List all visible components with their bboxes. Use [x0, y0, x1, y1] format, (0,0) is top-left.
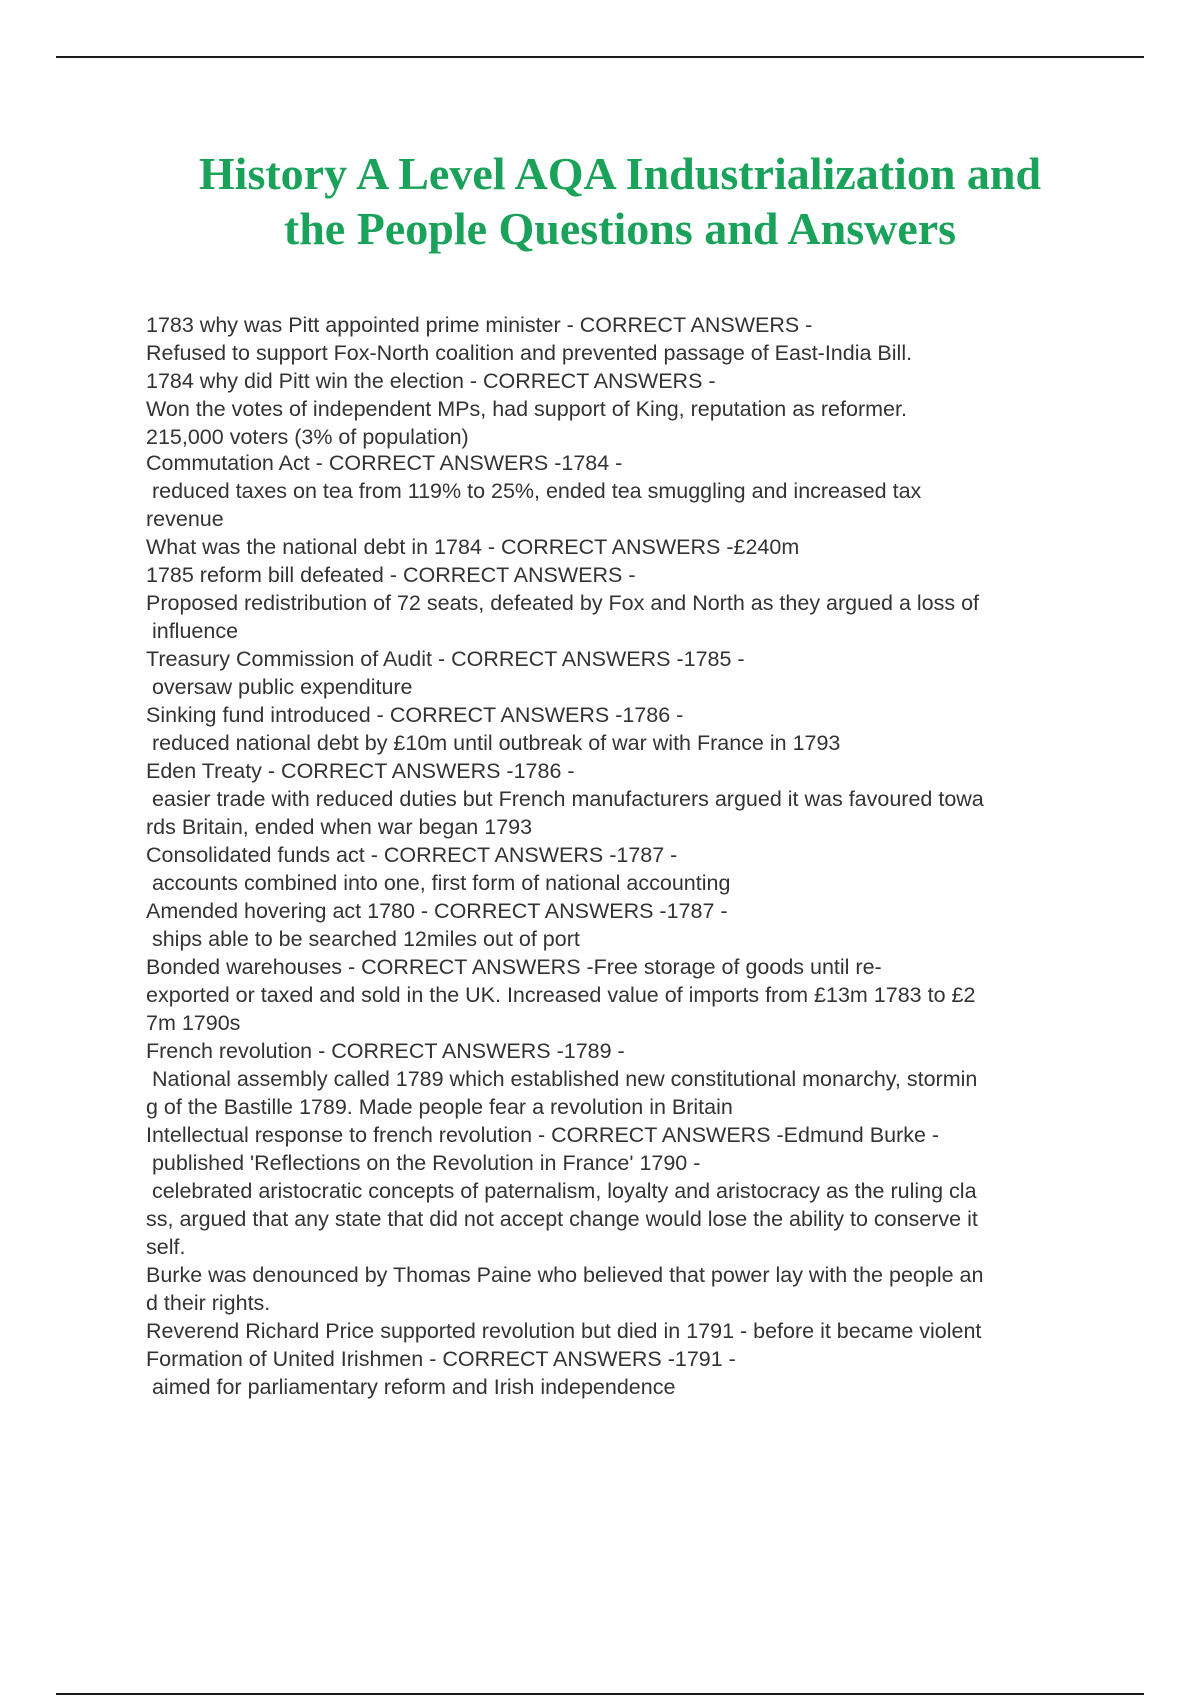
qa-line: self.	[146, 1235, 186, 1259]
qa-line: Sinking fund introduced - CORRECT ANSWERS -1786 -	[146, 703, 684, 727]
qa-line: oversaw public expenditure	[146, 675, 413, 699]
qa-line: g of the Bastille 1789. Made people fear a revolution in Britain	[146, 1095, 733, 1119]
qa-line: Won the votes of independent MPs, had support of King, reputation as reformer.	[146, 397, 907, 421]
qa-line: Formation of United Irishmen - CORRECT ANSWERS -1791 -	[146, 1347, 736, 1371]
title-line-1: History A Level AQA Industrialization and	[198, 148, 1042, 199]
qa-line: French revolution - CORRECT ANSWERS -1789 -	[146, 1039, 625, 1063]
top-divider	[56, 56, 1144, 58]
qa-line: rds Britain, ended when war began 1793	[146, 815, 533, 839]
page-title	[100, 146, 1140, 256]
qa-line: Consolidated funds act - CORRECT ANSWERS -1787 -	[146, 843, 678, 867]
qa-content	[146, 311, 1096, 1401]
qa-line: reduced national debt by £10m until outbreak of war with France in 1793	[146, 731, 841, 755]
qa-line: 7m 1790s	[146, 1011, 241, 1035]
qa-line: National assembly called 1789 which established new constitutional monarchy, stormin	[146, 1067, 978, 1091]
qa-line: aimed for parliamentary reform and Irish independence	[146, 1375, 676, 1399]
qa-line: influence	[146, 619, 239, 643]
bottom-divider	[56, 1693, 1144, 1695]
qa-line: published 'Reflections on the Revolution in France' 1790 -	[146, 1151, 701, 1175]
qa-line: reduced taxes on tea from 119% to 25%, ended tea smuggling and increased tax	[146, 479, 922, 503]
qa-line: exported or taxed and sold in the UK. Increased value of imports from £13m 1783 to £2	[146, 983, 976, 1007]
qa-line: Proposed redistribution of 72 seats, defeated by Fox and North as they argued a loss of	[146, 591, 980, 615]
qa-line: d their rights.	[146, 1291, 271, 1315]
qa-line: celebrated aristocratic concepts of paternalism, loyalty and aristocracy as the ruling cla	[146, 1179, 977, 1203]
title-line-2: the People Questions and Answers	[283, 203, 957, 254]
qa-line: ss, argued that any state that did not accept change would lose the ability to conserve it	[146, 1207, 978, 1231]
qa-line: What was the national debt in 1784 - CORRECT ANSWERS -£240m	[146, 535, 800, 559]
qa-line: Reverend Richard Price supported revolution but died in 1791 - before it became violent	[146, 1319, 982, 1343]
qa-line: Bonded warehouses - CORRECT ANSWERS -Free storage of goods until re-	[146, 955, 882, 979]
qa-line: 1783 why was Pitt appointed prime minister - CORRECT ANSWERS -	[146, 313, 813, 337]
qa-line: accounts combined into one, first form of national accounting	[146, 871, 731, 895]
qa-line: Intellectual response to french revolution - CORRECT ANSWERS -Edmund Burke -	[146, 1123, 940, 1147]
qa-line: Eden Treaty - CORRECT ANSWERS -1786 -	[146, 759, 575, 783]
qa-line: revenue	[146, 507, 224, 531]
qa-line: Burke was denounced by Thomas Paine who believed that power lay with the people an	[146, 1263, 984, 1287]
qa-line: Refused to support Fox-North coalition and prevented passage of East-India Bill.	[146, 341, 913, 365]
qa-line: 1785 reform bill defeated - CORRECT ANSWERS -	[146, 563, 636, 587]
qa-line: Commutation Act - CORRECT ANSWERS -1784 -	[146, 451, 623, 475]
qa-line: ships able to be searched 12miles out of port	[146, 927, 580, 951]
qa-line: Treasury Commission of Audit - CORRECT ANSWERS -1785 -	[146, 647, 745, 671]
qa-line: easier trade with reduced duties but French manufacturers argued it was favoured towa	[146, 787, 984, 811]
qa-line: 1784 why did Pitt win the election - CORRECT ANSWERS -	[146, 369, 716, 393]
qa-line: 215,000 voters (3% of population)	[146, 425, 469, 449]
qa-line: Amended hovering act 1780 - CORRECT ANSWERS -1787 -	[146, 899, 728, 923]
